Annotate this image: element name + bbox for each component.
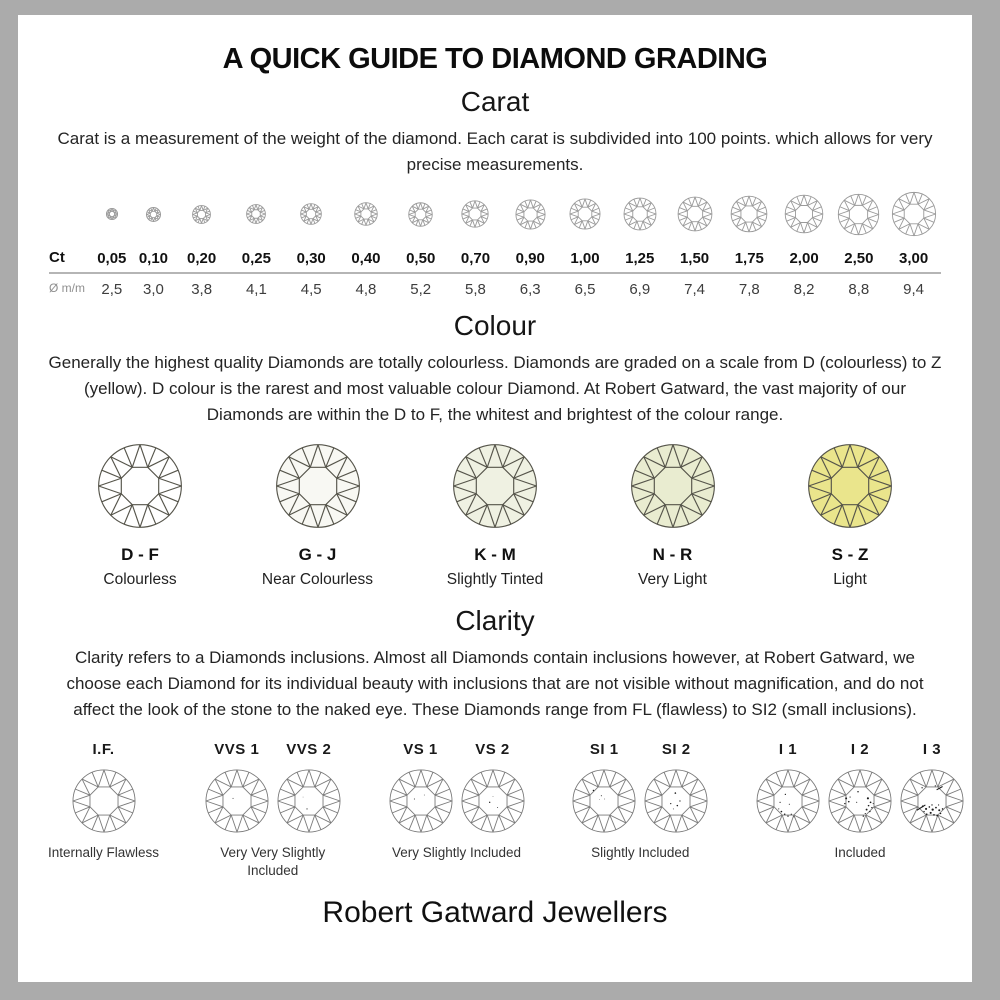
clarity-description: Clarity refers to a Diamonds inclusions. Almost all Diamonds contain inclusions however, at Robert Gatward, we choose each Diamond for its individual beauty with inclusions that are not visible without magnification, and do not affect the look of the stone to the naked eye. These Diamonds range from FL (flawless) to SI2 (small inclusions). xyxy=(66,648,924,719)
diamond-stone-icon xyxy=(629,442,717,530)
colour-stone xyxy=(96,442,184,530)
colour-description: Generally the highest quality Diamonds are totally colourless. Diamonds are graded on a scale from D (colourless) to Z (yellow). D colour is the rarest and most valuable colour Diamond. At Robert Gatward, the vast majority of our Diamonds are within the D to F, the whitest and brightest of the colour range. xyxy=(48,353,942,424)
carat-value: 0,50 xyxy=(406,250,436,267)
diameter-value: 6,9 xyxy=(629,281,651,298)
carat-table-divider xyxy=(49,272,941,274)
carat-stone-0,10 xyxy=(133,184,175,244)
diamond-stone-icon xyxy=(192,205,211,224)
carat-value: 1,50 xyxy=(679,250,710,267)
clarity-grade-i2 xyxy=(826,741,894,834)
colour-range-label: D - F xyxy=(121,545,159,564)
carat-stone-0,30 xyxy=(284,184,339,244)
colour-description-label: Light xyxy=(833,571,867,588)
diameter-row-label: Ø m/m xyxy=(49,281,85,295)
clarity-grade-i1 xyxy=(754,741,822,834)
carat-section xyxy=(48,86,942,300)
diamond-stone-icon xyxy=(623,197,657,231)
diameter-value: 8,8 xyxy=(848,281,870,298)
diameter-value: 9,4 xyxy=(903,281,925,298)
carat-value: 0,40 xyxy=(351,250,381,267)
clarity-group-stones xyxy=(203,741,343,834)
diamond-stone-icon xyxy=(408,202,433,227)
diamond-stone-icon xyxy=(755,768,821,834)
diamond-stone-icon xyxy=(246,204,266,224)
clarity-group xyxy=(203,741,343,880)
colour-description-label: Slightly Tinted xyxy=(446,571,544,588)
carat-value: 1,25 xyxy=(625,250,655,267)
carat-stone-0,50 xyxy=(393,184,448,244)
clarity-stone xyxy=(276,768,342,834)
diamond-stone-icon xyxy=(837,193,880,236)
diameter-value: 4,5 xyxy=(300,281,322,298)
clarity-grade-if xyxy=(70,741,138,834)
diamond-stone-icon xyxy=(274,442,362,530)
carat-value: 0,70 xyxy=(460,250,491,267)
clarity-grade-si1 xyxy=(570,741,638,834)
clarity-grade-vs1 xyxy=(387,741,455,834)
carat-stone-1,75 xyxy=(722,184,777,244)
colour-grade-G-J xyxy=(233,442,403,589)
diamond-stone-icon xyxy=(354,202,378,226)
diameter-value: 7,8 xyxy=(738,281,760,298)
clarity-grade-label: VS 2 xyxy=(475,741,510,758)
guide-page xyxy=(18,15,972,982)
colour-range-label: K - M xyxy=(474,545,516,564)
diamond-stone-icon xyxy=(300,203,322,225)
clarity-stone xyxy=(71,768,137,834)
diamond-stone-icon xyxy=(730,195,768,233)
colour-description-label: Near Colourless xyxy=(261,571,374,588)
clarity-group-stones xyxy=(754,741,966,834)
colour-grade-N-R xyxy=(588,442,758,589)
diameter-value: 5,8 xyxy=(465,281,486,298)
carat-value: 1,75 xyxy=(734,250,764,267)
clarity-group xyxy=(48,741,159,862)
clarity-grade-label: I 3 xyxy=(922,741,942,758)
colour-description-label: Colourless xyxy=(103,571,177,588)
clarity-grade-label: I 2 xyxy=(850,741,870,758)
diameter-value: 2,5 xyxy=(101,281,123,298)
carat-stone-2,00 xyxy=(777,184,832,244)
carat-stone-3,00 xyxy=(886,184,941,244)
diamond-stone-icon xyxy=(71,768,137,834)
clarity-section xyxy=(48,605,942,880)
clarity-stone xyxy=(460,768,526,834)
diamond-stone-icon xyxy=(276,768,342,834)
carat-stone-1,25 xyxy=(612,184,667,244)
clarity-group-stones xyxy=(570,741,710,834)
clarity-stone xyxy=(571,768,637,834)
clarity-group-stones xyxy=(70,741,138,834)
colour-grade-row xyxy=(55,442,935,589)
clarity-grade-i3 xyxy=(898,741,966,834)
clarity-stone xyxy=(388,768,454,834)
diameter-value: 4,1 xyxy=(245,281,267,298)
diamond-stone-icon xyxy=(806,442,894,530)
clarity-heading: Clarity xyxy=(455,605,535,636)
diameter-value: 4,8 xyxy=(355,281,377,298)
diamond-stone-icon xyxy=(460,768,526,834)
clarity-stone xyxy=(755,768,821,834)
colour-grade-S-Z xyxy=(765,442,935,589)
carat-stone-0,90 xyxy=(503,184,558,244)
carat-stone-0,25 xyxy=(229,184,284,244)
clarity-group-description: Very Very Slightly Included xyxy=(220,845,326,879)
diamond-stone-icon xyxy=(106,208,118,220)
diamond-stone-icon xyxy=(451,442,539,530)
clarity-grade-label: SI 2 xyxy=(661,741,691,758)
clarity-grade-vs2 xyxy=(459,741,527,834)
clarity-group-description: Slightly Included xyxy=(591,845,690,860)
diameter-value: 3,0 xyxy=(142,281,164,298)
carat-stone-0,20 xyxy=(174,184,229,244)
colour-range-label: N - R xyxy=(652,545,693,564)
page-title: A QUICK GUIDE TO DIAMOND GRADING xyxy=(222,43,768,75)
clarity-stone xyxy=(643,768,709,834)
clarity-group-description: Very Slightly Included xyxy=(391,845,522,860)
clarity-grade-label: VS 1 xyxy=(403,741,438,758)
diamond-stone-icon xyxy=(96,442,184,530)
clarity-stone xyxy=(827,768,893,834)
diamond-stone-icon xyxy=(827,768,893,834)
clarity-stone xyxy=(204,768,270,834)
diamond-stone-icon xyxy=(569,198,601,230)
clarity-group xyxy=(570,741,710,862)
carat-value: 0,20 xyxy=(187,250,217,267)
diamond-stone-icon xyxy=(677,196,713,232)
carat-value: 0,30 xyxy=(296,250,326,267)
colour-grade-K-M xyxy=(410,442,580,589)
diameter-value: 6,3 xyxy=(519,281,541,298)
carat-stone-0,05 xyxy=(91,184,133,244)
clarity-grade-vvs1 xyxy=(203,741,271,834)
clarity-grade-label: VVS 1 xyxy=(214,741,260,758)
carat-stone-0,70 xyxy=(448,184,503,244)
diamond-stone-icon xyxy=(784,194,824,234)
diamond-stone-icon xyxy=(891,191,937,237)
clarity-stone xyxy=(899,768,965,834)
carat-heading: Carat xyxy=(460,86,530,117)
colour-stone xyxy=(629,442,717,530)
diamond-stone-icon xyxy=(461,200,489,228)
carat-row-label: Ct xyxy=(49,249,65,266)
colour-heading: Colour xyxy=(453,310,537,341)
clarity-grade-label: I.F. xyxy=(92,741,115,758)
clarity-grade-row xyxy=(48,741,966,880)
clarity-grade-vvs2 xyxy=(275,741,343,834)
carat-stone-1,00 xyxy=(558,184,613,244)
diamond-stone-icon xyxy=(388,768,454,834)
carat-stone-2,50 xyxy=(831,184,886,244)
colour-stone xyxy=(806,442,894,530)
diamond-stone-icon xyxy=(571,768,637,834)
carat-stone-0,40 xyxy=(339,184,394,244)
diamond-stone-icon xyxy=(899,768,965,834)
diameter-value: 6,5 xyxy=(574,281,596,298)
carat-value: 2,00 xyxy=(789,250,819,267)
carat-value: 3,00 xyxy=(899,250,929,267)
carat-value: 0,10 xyxy=(138,250,169,267)
clarity-grade-si2 xyxy=(642,741,710,834)
clarity-grade-label: SI 1 xyxy=(589,741,619,758)
colour-grade-D-F xyxy=(55,442,225,589)
diamond-stone-icon xyxy=(643,768,709,834)
carat-description: Carat is a measurement of the weight of the diamond. Each carat is subdivided into 100 points. which allows for very precise measurements. xyxy=(57,129,933,174)
carat-value: 0,90 xyxy=(515,250,545,267)
clarity-group-description: Internally Flawless xyxy=(48,845,160,860)
diameter-value: 7,4 xyxy=(684,281,705,298)
clarity-grade-label: I 1 xyxy=(778,741,798,758)
colour-stone xyxy=(274,442,362,530)
clarity-grade-label: VVS 2 xyxy=(286,741,332,758)
carat-size-table xyxy=(49,184,941,300)
colour-range-label: G - J xyxy=(298,545,337,564)
carat-value: 0,25 xyxy=(241,250,271,267)
colour-description-label: Very Light xyxy=(638,571,707,588)
colour-stone xyxy=(451,442,539,530)
clarity-group-stones xyxy=(387,741,527,834)
diameter-value: 8,2 xyxy=(793,281,815,298)
carat-value: 2,50 xyxy=(844,250,874,267)
diamond-stone-icon xyxy=(515,199,546,230)
diamond-stone-icon xyxy=(146,207,161,222)
colour-section xyxy=(48,310,942,589)
clarity-group xyxy=(387,741,527,862)
brand-footer: Robert Gatward Jewellers xyxy=(322,896,668,930)
diameter-value: 3,8 xyxy=(191,281,213,298)
diamond-stone-icon xyxy=(204,768,270,834)
clarity-group-description: Included xyxy=(834,845,886,860)
carat-value: 1,00 xyxy=(570,250,600,267)
diameter-value: 5,2 xyxy=(410,281,432,298)
carat-stone-1,50 xyxy=(667,184,722,244)
carat-value: 0,05 xyxy=(97,250,127,267)
colour-range-label: S - Z xyxy=(831,545,869,564)
clarity-group xyxy=(754,741,966,862)
